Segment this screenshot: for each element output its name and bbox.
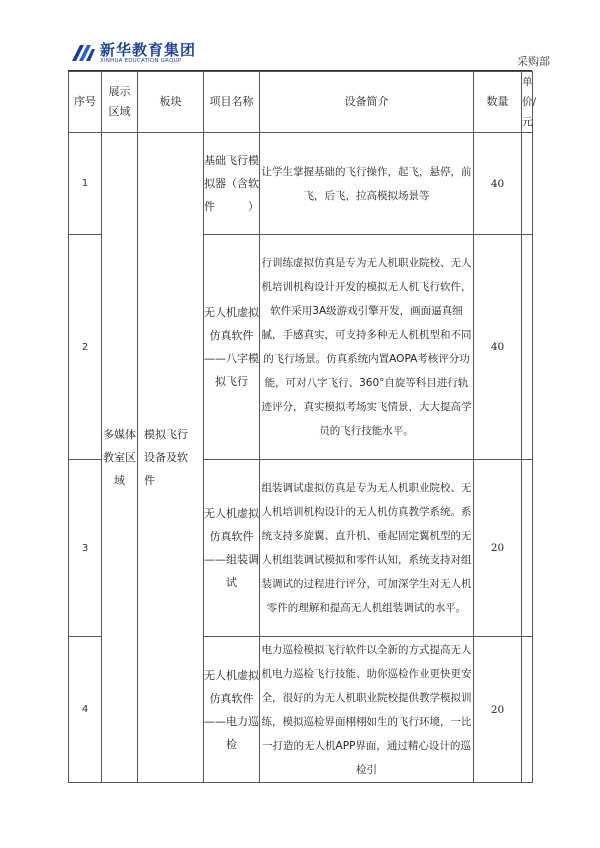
logo-text: 新华教育集团 <box>100 40 197 59</box>
table-header-row <box>69 72 533 133</box>
row-no: 1 <box>69 133 102 235</box>
row-qty: 20 <box>474 460 522 637</box>
row-desc: 让学生掌握基础的飞行操作，起飞，悬停，前飞，后飞，拉高模拟场景等 <box>260 133 474 235</box>
row-no: 3 <box>69 460 102 637</box>
header-price: 单价/ 元 <box>522 72 533 133</box>
row-price <box>522 235 533 460</box>
row-desc: 行训练虚拟仿真是专为无人机职业院校、无人机培训机构设计开发的模拟无人机飞行软件，软件采用3A级游戏引擎开发，画面逼真细腻，手感真实，可支持多种无人机机型和不同的飞行场景。仿真系统内置AOPA考核评分功能，可对八字飞行、360°自旋等科目进行轨迹评分，真实模拟考场实飞情景，大大提高学员的飞行技能水平。 <box>260 235 474 460</box>
department-label: 采购部 <box>517 55 550 68</box>
procurement-table <box>68 71 537 783</box>
company-logo <box>70 40 196 66</box>
xinhua-logo-icon <box>70 41 96 65</box>
row-no: 4 <box>69 637 102 783</box>
row-name: 无人机虚拟仿真软件——组装调试 <box>204 460 260 637</box>
merged-section-cell: 模拟飞行设备及软件 <box>138 133 204 783</box>
row-name: 无人机虚拟仿真软件——八字模拟飞行 <box>204 235 260 460</box>
row-qty: 40 <box>474 133 522 235</box>
merged-area-cell: 多媒体教室区域 <box>102 133 138 783</box>
row-desc: 组装调试虚拟仿真是专为无人机职业院校、无人机培训机构设计的无人机仿真教学系统。系统支持多旋翼、直升机、垂起固定翼机型的无人机组装调试模拟和零件认知，系统支持对组装调试的过程进行评分，可加深学生对无人机零件的理解和提高无人机组装调试的水平。 <box>260 460 474 637</box>
header-no: 序号 <box>69 72 102 133</box>
logo-subtext: XINHUA EDUCATION GROUP <box>100 57 182 64</box>
row-qty: 20 <box>474 637 522 783</box>
row-price <box>522 133 533 235</box>
row-no: 2 <box>69 235 102 460</box>
row-price <box>522 637 533 783</box>
row-desc: 电力巡检模拟飞行软件以全新的方式提高无人机电力巡检飞行技能、助你巡检作业更快更安全，很好的为无人机职业院校提供教学模拟训练，模拟巡检界面栩栩如生的飞行环境，一比一打造的无人机APP界面，通过精心设计的巡检引 <box>260 637 474 783</box>
row-qty: 40 <box>474 235 522 460</box>
header-name: 项目名称 <box>204 72 260 133</box>
row-name: 基础飞行模拟器（含软件） <box>204 133 260 235</box>
header-area: 展示 区域 <box>102 72 138 133</box>
header-qty: 数量 <box>474 72 522 133</box>
row-name: 无人机虚拟仿真软件——电力巡检 <box>204 637 260 783</box>
header-section: 板块 <box>138 72 204 133</box>
table-row <box>69 133 533 235</box>
row-price <box>522 460 533 637</box>
header-desc: 设备简介 <box>260 72 474 133</box>
